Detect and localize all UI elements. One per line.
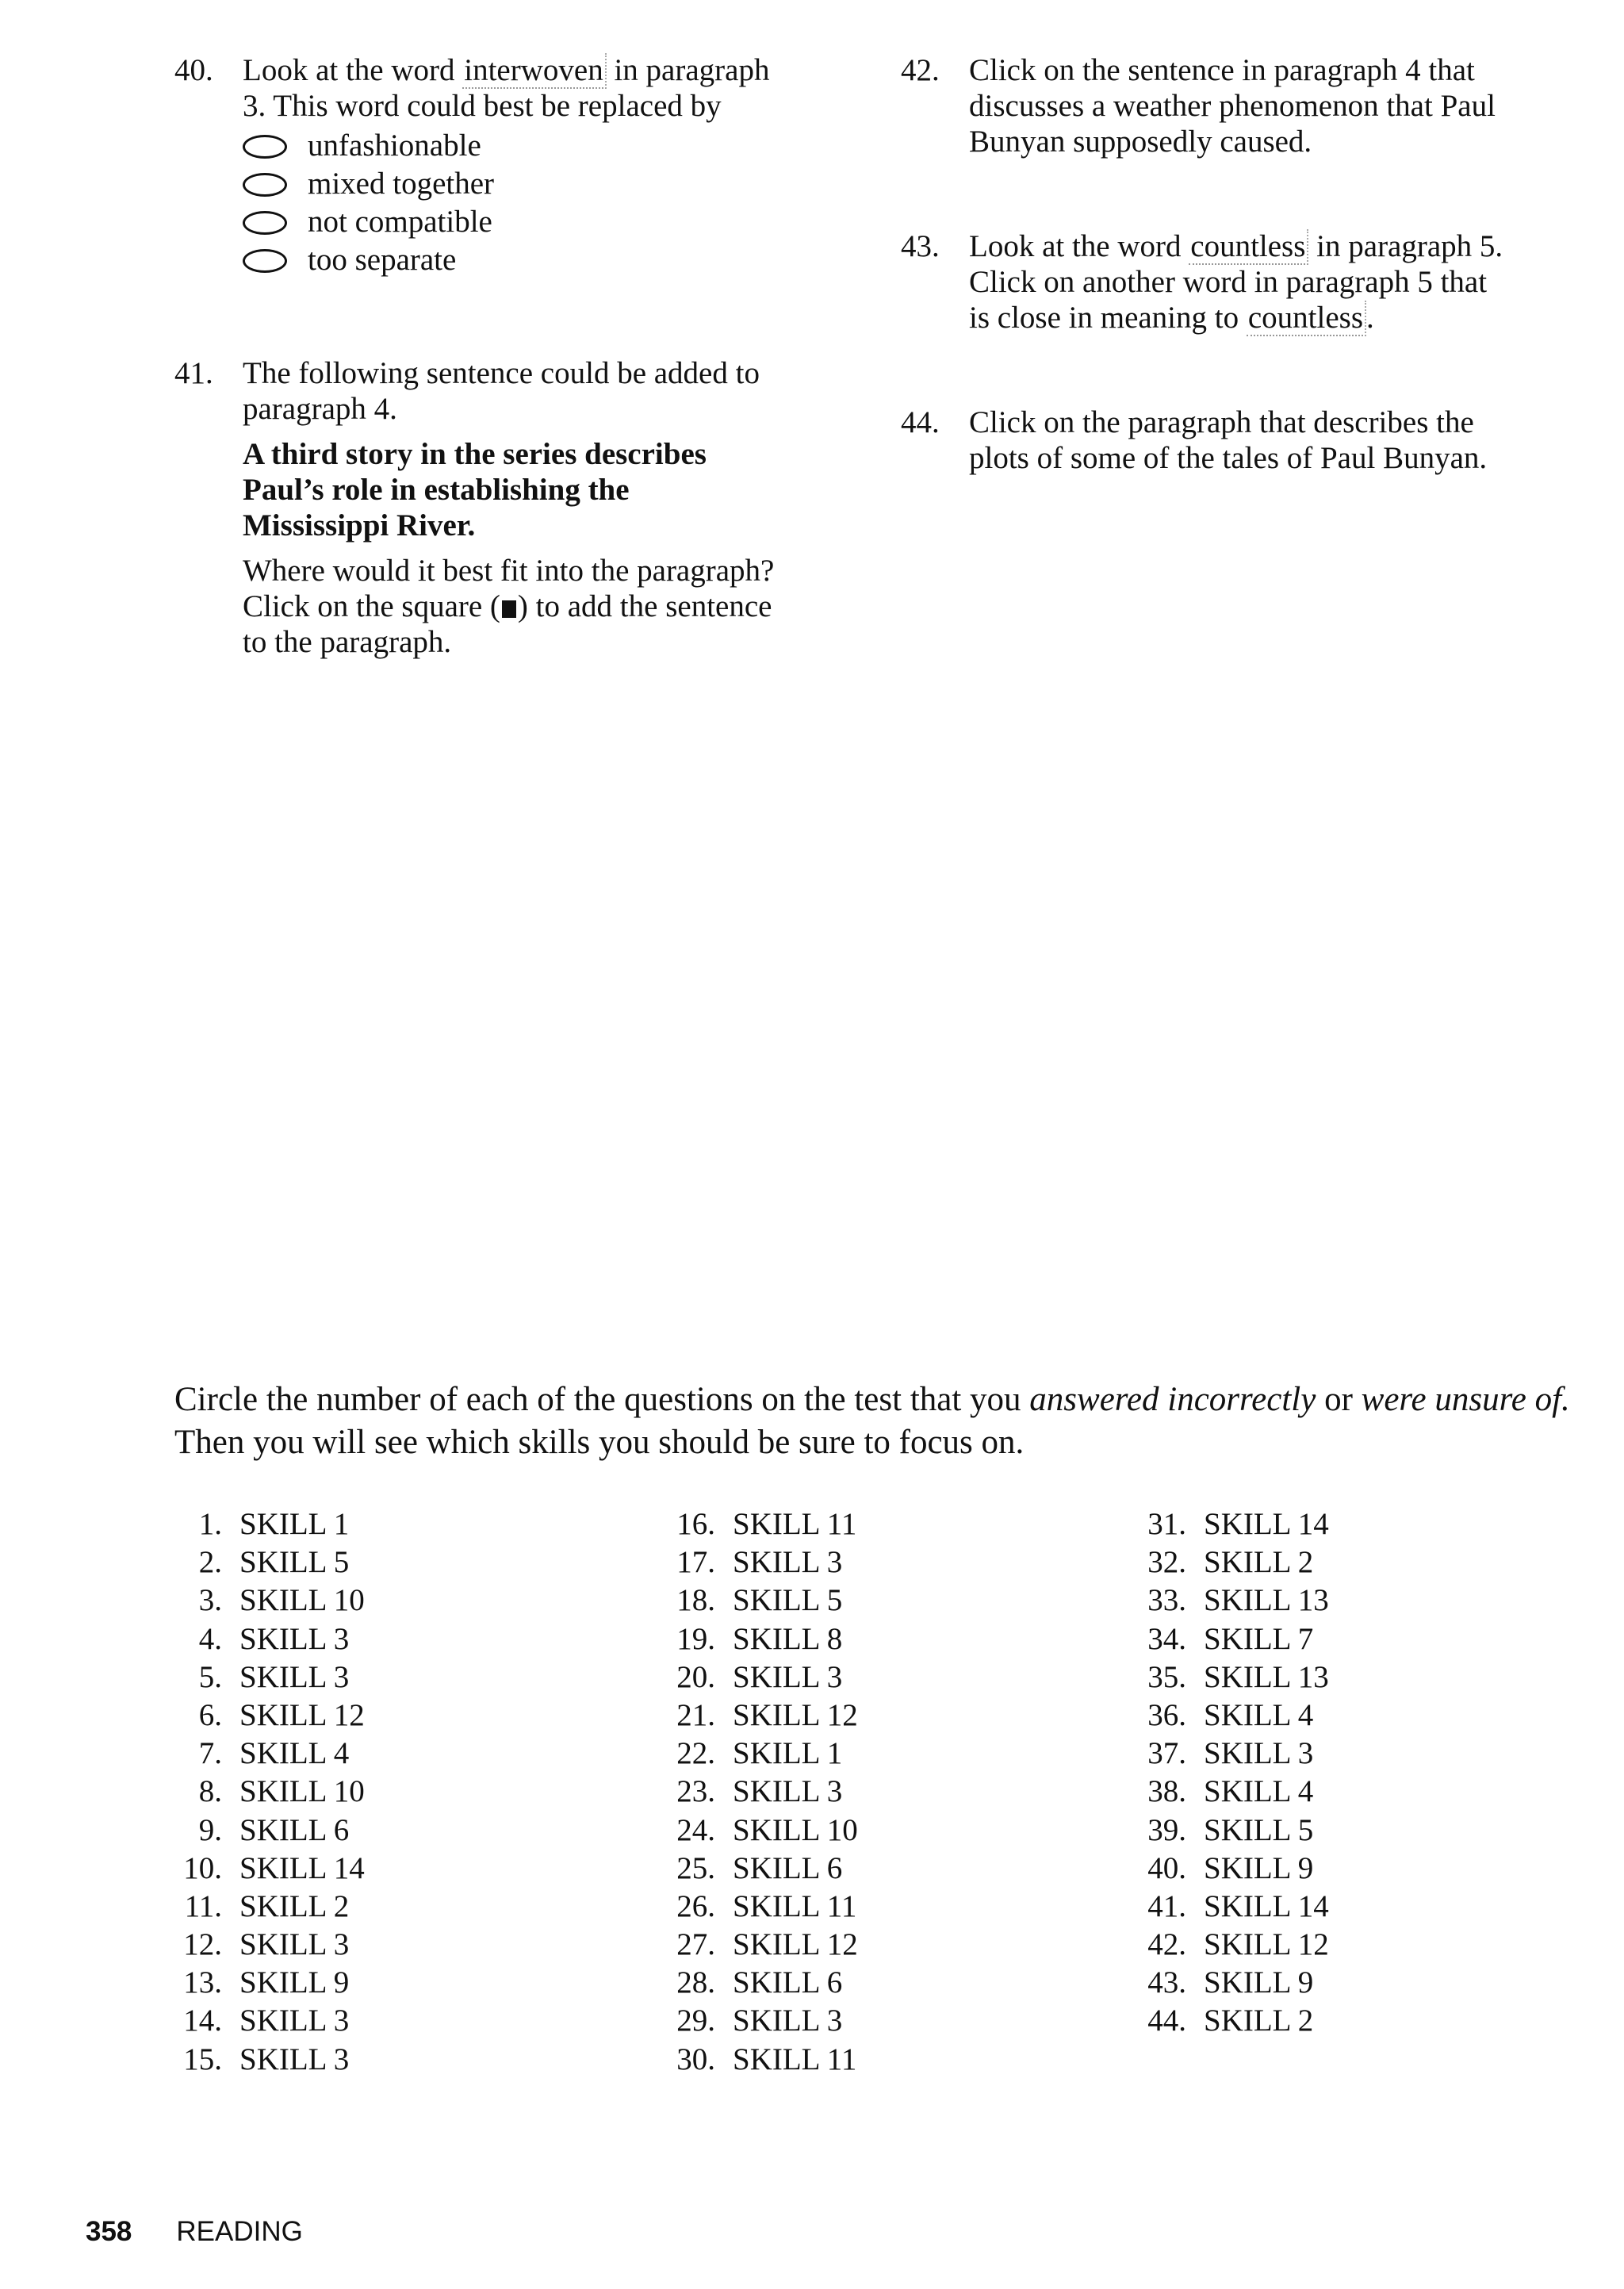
question-number[interactable]: 16.	[676, 1507, 715, 1541]
question-number[interactable]: 10.	[183, 1850, 222, 1885]
question-text-line: Bunyan supposedly caused.	[969, 125, 1312, 159]
highlighted-word[interactable]: countless	[1189, 229, 1308, 265]
question-number[interactable]: 44.	[1147, 2003, 1186, 2038]
skill-label: SKILL 11	[733, 1888, 857, 1923]
skill-label: SKILL 6	[733, 1850, 843, 1885]
skill-row[interactable]	[1139, 1620, 1519, 1658]
skill-row[interactable]	[1139, 1697, 1519, 1735]
radio-oval-icon[interactable]	[243, 173, 287, 197]
skill-row[interactable]	[668, 1812, 1048, 1850]
text-fragment: .	[1366, 301, 1374, 335]
question-number[interactable]: 37.	[1147, 1736, 1186, 1771]
skill-row[interactable]	[668, 1697, 1048, 1735]
question-text-line	[243, 52, 769, 88]
question-number[interactable]: 9.	[198, 1812, 222, 1847]
skill-label: SKILL 6	[239, 1812, 350, 1847]
skill-row[interactable]	[668, 1888, 1048, 1926]
skill-row[interactable]	[1139, 1964, 1519, 2002]
question-number[interactable]: 21.	[676, 1697, 715, 1732]
question-number[interactable]: 39.	[1147, 1812, 1186, 1847]
question-text-line: The following sentence could be added to	[243, 356, 760, 390]
question-number[interactable]: 34.	[1147, 1621, 1186, 1656]
skill-label: SKILL 12	[1204, 1927, 1329, 1962]
skill-row[interactable]	[174, 1543, 555, 1582]
skill-row[interactable]	[174, 1926, 555, 1964]
skill-row[interactable]	[1139, 1505, 1519, 1543]
skill-label: SKILL 4	[1204, 1774, 1314, 1809]
question-number[interactable]: 27.	[676, 1927, 715, 1962]
answer-options	[243, 127, 769, 279]
skill-label: SKILL 11	[733, 2042, 857, 2076]
skill-label: SKILL 9	[1204, 1850, 1314, 1885]
skills-column-2	[668, 1505, 1048, 2079]
skill-row[interactable]	[174, 1505, 555, 1543]
skill-label: SKILL 1	[733, 1736, 843, 1771]
skill-row[interactable]	[668, 1582, 1048, 1620]
question-text-line: Click on the paragraph that describes the	[969, 405, 1474, 439]
question-number[interactable]: 35.	[1147, 1659, 1186, 1694]
question-number: 41.	[174, 356, 213, 390]
skill-label: SKILL 11	[733, 1507, 857, 1541]
question-number[interactable]: 12.	[183, 1927, 222, 1962]
skill-row[interactable]	[668, 1926, 1048, 1964]
skill-label: SKILL 10	[733, 1812, 858, 1847]
skill-row[interactable]	[668, 1964, 1048, 2002]
question-text-line	[969, 228, 1503, 264]
skill-row[interactable]	[1139, 1812, 1519, 1850]
question-number[interactable]: 2.	[198, 1545, 222, 1580]
question-number[interactable]: 14.	[183, 2003, 222, 2038]
instructions-paragraph	[174, 1378, 1570, 1464]
skill-row[interactable]	[668, 2041, 1048, 2079]
question-body	[969, 228, 1503, 335]
question-number[interactable]: 22.	[676, 1736, 715, 1771]
skill-row[interactable]	[668, 1850, 1048, 1888]
answer-option[interactable]	[243, 127, 769, 165]
skill-row[interactable]	[668, 1735, 1048, 1773]
skill-label: SKILL 2	[1204, 2003, 1314, 2038]
text-fragment: Click on the square (	[243, 589, 500, 623]
skill-row[interactable]	[668, 1543, 1048, 1582]
radio-oval-icon[interactable]	[243, 211, 287, 235]
highlighted-word[interactable]: countless	[1247, 301, 1366, 336]
question-text-line: 3. This word could best be replaced by	[243, 89, 722, 123]
skill-label: SKILL 3	[733, 1545, 843, 1580]
question-number[interactable]: 32.	[1147, 1545, 1186, 1580]
skill-label: SKILL 3	[1204, 1736, 1314, 1771]
skill-label: SKILL 5	[239, 1545, 350, 1580]
question-text-line: Where would it best fit into the paragraph?	[243, 554, 775, 588]
skill-label: SKILL 4	[1204, 1697, 1314, 1732]
skill-row[interactable]	[174, 1620, 555, 1658]
skill-label: SKILL 3	[239, 2042, 350, 2076]
skill-label: SKILL 3	[239, 1621, 350, 1656]
option-label: unfashionable	[308, 128, 481, 163]
skill-label: SKILL 1	[239, 1507, 350, 1541]
skill-label: SKILL 3	[733, 2003, 843, 2038]
question-number: 43.	[901, 229, 940, 263]
skill-row[interactable]	[1139, 1582, 1519, 1620]
skill-label: SKILL 10	[239, 1774, 365, 1809]
inserted-sentence-line: A third story in the series describes	[243, 437, 707, 471]
skill-label: SKILL 9	[1204, 1965, 1314, 2000]
question-number: 40.	[174, 53, 213, 87]
question-number[interactable]: 20.	[676, 1659, 715, 1694]
skill-label: SKILL 12	[239, 1697, 365, 1732]
skill-row[interactable]	[668, 1658, 1048, 1697]
answer-option[interactable]	[243, 241, 769, 279]
question-number[interactable]: 18.	[676, 1583, 715, 1618]
skill-label: SKILL 10	[239, 1583, 365, 1618]
question-number: 42.	[901, 53, 940, 87]
question-number[interactable]: 11.	[184, 1888, 222, 1923]
emphasis-text: were unsure of.	[1361, 1381, 1570, 1418]
skill-row[interactable]	[174, 1773, 555, 1811]
question-text-line: discusses a weather phenomenon that Paul	[969, 89, 1496, 123]
question-number[interactable]: 31.	[1147, 1507, 1186, 1541]
skill-row[interactable]	[174, 1850, 555, 1888]
skill-label: SKILL 3	[239, 1927, 350, 1962]
question-number[interactable]: 24.	[676, 1812, 715, 1847]
skill-row[interactable]	[174, 1697, 555, 1735]
question-number[interactable]: 13.	[183, 1965, 222, 2000]
skill-label: SKILL 4	[239, 1736, 350, 1771]
question-number[interactable]: 30.	[676, 2042, 715, 2076]
skill-label: SKILL 14	[1204, 1888, 1329, 1923]
question-number[interactable]: 19.	[676, 1621, 715, 1656]
skill-row[interactable]	[1139, 1888, 1519, 1926]
skill-row[interactable]	[174, 1658, 555, 1697]
skill-label: SKILL 13	[1204, 1659, 1329, 1694]
question-number[interactable]: 23.	[676, 1774, 715, 1809]
text-fragment: in paragraph 5.	[1316, 229, 1503, 263]
question-number[interactable]: 33.	[1147, 1583, 1186, 1618]
skill-label: SKILL 12	[733, 1697, 858, 1732]
question-number[interactable]: 6.	[198, 1697, 222, 1732]
skill-label: SKILL 2	[239, 1888, 350, 1923]
answer-option[interactable]	[243, 203, 769, 241]
question-text-line	[969, 300, 1503, 335]
skill-label: SKILL 3	[733, 1659, 843, 1694]
text-fragment: or	[1316, 1381, 1362, 1418]
skill-label: SKILL 6	[733, 1965, 843, 2000]
text-fragment: ) to add the sentence	[517, 589, 772, 623]
question-number[interactable]: 15.	[183, 2042, 222, 2076]
skill-row[interactable]	[174, 1964, 555, 2002]
question-text-line: to the paragraph.	[243, 625, 452, 659]
skill-row[interactable]	[1139, 2002, 1519, 2040]
skill-label: SKILL 14	[1204, 1507, 1329, 1541]
skill-row[interactable]	[174, 1812, 555, 1850]
skill-row[interactable]	[1139, 1735, 1519, 1773]
skill-label: SKILL 3	[239, 1659, 350, 1694]
skill-label: SKILL 2	[1204, 1545, 1314, 1580]
question-number[interactable]: 4.	[198, 1621, 222, 1656]
question-text-line: paragraph 4.	[243, 392, 397, 426]
inserted-sentence-line: Mississippi River.	[243, 508, 476, 543]
question-number[interactable]: 8.	[198, 1774, 222, 1809]
option-label: too separate	[308, 243, 457, 277]
question-number[interactable]: 29.	[676, 2003, 715, 2038]
skill-label: SKILL 5	[1204, 1812, 1314, 1847]
radio-oval-icon[interactable]	[243, 135, 287, 159]
question-text-line: Click on another word in paragraph 5 that	[969, 265, 1488, 299]
question-number[interactable]: 26.	[676, 1888, 715, 1923]
skill-row[interactable]	[174, 1735, 555, 1773]
answer-option[interactable]	[243, 165, 769, 203]
question-number[interactable]: 40.	[1147, 1850, 1186, 1885]
inserted-sentence-line: Paul’s role in establishing the	[243, 473, 630, 507]
question-number[interactable]: 43.	[1147, 1965, 1186, 2000]
skill-row[interactable]	[1139, 1926, 1519, 1964]
question-body	[969, 405, 1487, 476]
skills-column-3	[1139, 1505, 1519, 2041]
emphasis-text: answered incorrectly	[1029, 1381, 1316, 1418]
text-fragment: Then you will see which skills you should be sure to focus on.	[174, 1424, 1025, 1461]
question-number[interactable]: 25.	[676, 1850, 715, 1885]
question-text-line: Click on the sentence in paragraph 4 that	[969, 53, 1475, 87]
question-number[interactable]: 5.	[198, 1659, 222, 1694]
question-number[interactable]: 7.	[198, 1736, 222, 1771]
question-number[interactable]: 38.	[1147, 1774, 1186, 1809]
question-number[interactable]: 36.	[1147, 1697, 1186, 1732]
question-number[interactable]: 28.	[676, 1965, 715, 2000]
skill-label: SKILL 5	[733, 1583, 843, 1618]
skill-label: SKILL 9	[239, 1965, 350, 2000]
text-fragment: in paragraph	[614, 53, 770, 87]
question-text-line	[243, 589, 774, 624]
option-label: mixed together	[308, 167, 495, 201]
skill-row[interactable]	[668, 1620, 1048, 1658]
question-number[interactable]: 3.	[198, 1583, 222, 1618]
skill-label: SKILL 3	[239, 2003, 350, 2038]
question-body	[243, 355, 774, 660]
skill-row[interactable]	[1139, 1850, 1519, 1888]
question-number: 44.	[901, 405, 940, 439]
question-number[interactable]: 42.	[1147, 1927, 1186, 1962]
text-fragment: Look at the word	[243, 53, 455, 87]
skill-row[interactable]	[668, 2002, 1048, 2040]
square-icon	[502, 600, 516, 618]
page-number: 358	[86, 2216, 132, 2247]
skill-label: SKILL 13	[1204, 1583, 1329, 1618]
text-fragment: Look at the word	[969, 229, 1182, 263]
skills-column-1	[174, 1505, 555, 2079]
skill-row[interactable]	[1139, 1543, 1519, 1582]
skill-row[interactable]	[174, 1888, 555, 1926]
highlighted-word[interactable]: interwoven	[462, 53, 606, 89]
skill-row[interactable]	[174, 1582, 555, 1620]
question-text-line: plots of some of the tales of Paul Bunyan.	[969, 441, 1488, 475]
section-name: READING	[176, 2216, 303, 2247]
question-number[interactable]: 41.	[1147, 1888, 1186, 1923]
question-number[interactable]: 17.	[676, 1545, 715, 1580]
skill-label: SKILL 8	[733, 1621, 843, 1656]
question-number[interactable]: 1.	[198, 1507, 222, 1541]
skill-row[interactable]	[1139, 1658, 1519, 1697]
radio-oval-icon[interactable]	[243, 249, 287, 273]
option-label: not compatible	[308, 205, 492, 239]
skill-row[interactable]	[1139, 1773, 1519, 1811]
question-body	[243, 52, 769, 279]
page-footer	[86, 2216, 303, 2248]
text-fragment: Circle the number of each of the questions on the test that you	[174, 1381, 1030, 1418]
skill-row[interactable]	[668, 1773, 1048, 1811]
skill-label: SKILL 3	[733, 1774, 843, 1809]
text-fragment: is close in meaning to	[969, 301, 1239, 335]
skill-row[interactable]	[174, 2041, 555, 2079]
skill-label: SKILL 14	[239, 1850, 365, 1885]
skill-label: SKILL 12	[733, 1927, 858, 1962]
skill-row[interactable]	[668, 1505, 1048, 1543]
skill-label: SKILL 7	[1204, 1621, 1314, 1656]
question-body	[969, 52, 1496, 159]
skill-row[interactable]	[174, 2002, 555, 2040]
